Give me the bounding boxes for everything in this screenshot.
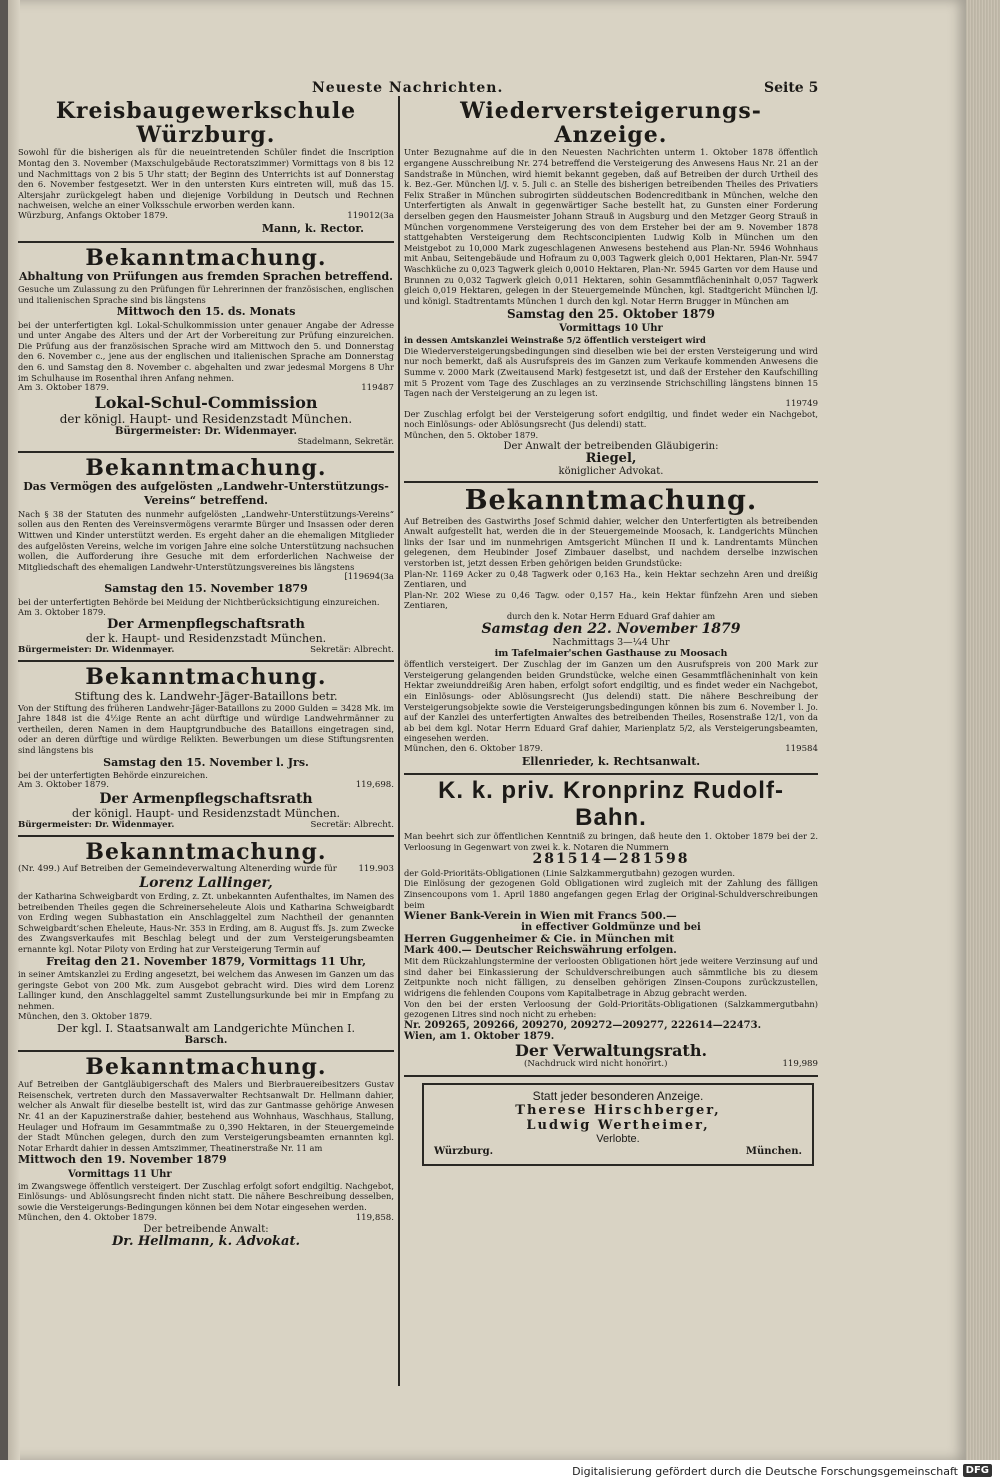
notice-title: Bekanntmachung. [85,244,327,271]
notice-number: 119749 [785,398,818,409]
notice-number: [119694(3a [344,572,394,583]
notice-number: 119584 [785,743,818,754]
left-column [18,96,394,1253]
notice-text-5: Von den bei der ersten Verloosung der Gold-Prioritäts-Obligationen (Salzkammergutbahn) gezogenen Litres sind noch nicht zu erheben: [404,998,818,1020]
notice-number: 119,989 [782,1059,818,1070]
notice-mayor: Bürgermeister: Dr. Widenmayer. [18,645,175,656]
notice-time: Vormittags 10 Uhr [559,323,663,335]
notice-text-3: Die Einlösung der gezogenen Gold Obligationen wird zugleich mit der Zahlung des fälligen Zinsencoupons vom 1. April 1880 angefangen gegen Erlag der Original-Schuldverschreibungen beim [404,878,818,910]
notice-time: Vormittags 11 Uhr [68,1168,172,1180]
kreisbau-date: Würzburg, Anfangs Oktober 1879. [18,211,168,222]
notice-authority: Der Armenpflegschaftsrath [107,616,305,632]
notice-drawn-numbers: 281514—281598 [532,851,690,868]
notice-title: K. k. priv. Kronprinz Rudolf-Bahn. [438,777,784,831]
notice-date: Am 3. Oktober 1879. [18,607,106,618]
notice-signature: Ellenrieder, k. Rechtsanwalt. [521,755,701,769]
notice-plan-2: Plan-Nr. 202 Wiese zu 0,46 Tagw. oder 0,157 Ha., kein Hektar fünfzehn Aren und sieben Zentiaren, [404,589,818,611]
notice-text-2: in seiner Amtskanzlei zu Erding angesetzt, bei welchem das Anwesen im Ganzen um das geringste Gebot von 200 Mk. zum Ausgebot gebracht wird. Dies wird dem Lorenz Lallinger kund, den Anschlaggeltel sammt Zustellungsurkunde bei mir in Empfang zu nehmen. [18,968,394,1011]
notice-authority: Der kgl. I. Staatsanwalt am Landgerichte München I. [57,1021,355,1035]
notice-person-name: Lorenz Lallinger, [139,874,273,891]
engagement-name-2: Ludwig Wertheimer, [526,1117,710,1133]
notice-deadline: Freitag den 21. November 1879, Vormittags 11 Uhr, [46,954,366,968]
notice-text: Man beehrt sich zur öffentlichen Kenntniß zu bringen, daß heute den 1. Oktober 1879 bei der 2. Verloosung in Gegenwart von zwei k. k. Notaren die Nummern [404,831,818,852]
book-page-edges [966,0,1000,1460]
engagement-place-1: Würzburg. [434,1145,494,1157]
notice-number: 119.903 [358,864,394,875]
notice-lallinger [18,837,394,1052]
notice-date: Wien, am 1. Oktober 1879. [404,1030,555,1042]
notice-text-2: Die Wiederversteigerungsbedingungen sind dieselben wie bei der ersten Versteigerung und wird nur noch bemerkt, daß als Ausrufspreis des im Ganzen zum Verkaufe kommenden Anwesens die Summe v. 2000 Mark (Zweitausend Mark) festgesetzt ist, und daß der Ersteher den Kaufschilling mit 5 Prozent vom Tage des Zuschlages an zu verzinsende Strichschilling längstens binnen 15 Tagen nach der Versteigerung an zu legen ist. [404,345,818,399]
notice-date: München, den 6. Oktober 1879. [404,743,543,754]
notice-date: Am 3. Oktober 1879. [18,780,109,791]
notice-secretary: Stadelmann, Sekretär. [297,436,394,447]
notice-place: in dessen Amtskanzlei Weinstraße 5/2 öffentlich versteigert wird [404,335,706,346]
notice-date: München, den 5. Oktober 1879. [404,429,539,440]
notice-reprint-note: (Nachdruck wird nicht honorirt.) [524,1059,668,1070]
notice-secretary: Sekretär: Albrecht. [310,645,394,656]
notice-plan-1: Plan-Nr. 1169 Acker zu 0,48 Tagwerk oder 0,163 Ha., kein Hektar sechzehn Aren und dreißig Zentiaren, und [404,568,818,590]
notice-number: 119,858. [355,1212,394,1223]
notice-title: Bekanntmachung. [85,454,327,481]
notice-number: 119487 [361,383,394,394]
right-column [404,96,818,1166]
notice-time: Nachmittags 3—¼4 Uhr [552,637,670,649]
notice-signature: Riegel, [585,450,637,466]
notice-authority: Der betreibende Anwalt: [143,1223,269,1235]
newspaper-header: Neueste Nachrichten. [312,80,504,96]
notice-subtitle: Abhaltung von Prüfungen aus fremden Sprachen betreffend. [18,269,393,283]
notice-text-3: Der Zuschlag erfolgt bei der Versteigerung sofort endgiltig, und findet weder ein Nachgebot, noch Einlösungs- oder Ablösungsrecht (Jus delendi) statt. [404,408,818,430]
notice-signature: Barsch. [184,1034,228,1046]
page-number: Seite 5 [764,80,819,96]
notice-text-4: Mit dem Rückzahlungstermine der verloosten Obligationen hört jede weitere Verzinsung auf und sind daher bei Einkassierung der Schuldverschreibungen auch sämmtliche bis zu diesem Zeitpunkte noch nicht fälligen, zu denselben gehörigen Zinsen-Coupons zurückzustellen, widrigens die fehlenden Coupons vom Kapitalbetrage in Abzug gebracht werden. [404,956,818,999]
wiederversteigerung-notice [404,96,818,483]
notice-text: Auf Betreiben des Gastwirths Josef Schmid dahier, welcher den Unterfertigten als betreibenden Anwalt aufgestellt hat, werden die in der Steuergemeinde Moosach, k. Landgerichts München links der Isar und im nunmehrigen Amtsgericht München II und k. Landrentamts München gelegenen, dem Heubinder Josef Zimbauer daselbst, und nachdem derselbe inzwischen verstorben ist, jetzt dessen Erben gehörigen beiden Grundstücke: [404,515,818,569]
notice-authority: Der Anwalt der betreibenden Gläubigerin: [503,440,719,452]
notice-date: München, den 4. Oktober 1879. [18,1212,157,1223]
notice-bank-munich: Herren Guggenheimer & Cie. in München mit [404,933,675,946]
notice-subtitle: Stiftung des k. Landwehr-Jäger-Bataillons betr. [74,689,338,703]
engagement-announcement [422,1083,814,1166]
notice-ref: (Nr. 499.) Auf Betreiben der Gemeindeverwaltung Altenerding wurde für [18,864,337,875]
notice-title: Bekanntmachung. [464,484,758,516]
kreisbau-signature: Mann, k. Rector. [261,222,364,236]
notice-deadline: Mittwoch den 19. November 1879 [18,1153,227,1167]
notice-deadline: Samstag den 25. Oktober 1879 [506,306,715,321]
notice-deadline: Samstag den 15. November l. Jrs. [103,755,309,769]
kreisbau-notice [18,96,394,243]
notice-authority: Der Verwaltungsrath. [514,1040,708,1060]
notice-jaeger-stiftung [18,662,394,837]
notice-title: Bekanntmachung. [85,839,327,866]
notice-text: Auf Betreiben der Gantgläubigerschaft des Malers und Bierbrauereibesitzers Gustav Reisenschek, vertreten durch den Massaverwalter Rechtsanwalt Dr. Hellmann dahier, welcher als Anwalt für dieselbe bestellt ist, wird das zur Gantmasse gehörige Anwesen Nr. 41 an der Kapuzinerstraße dahier, bestehend aus Wohnhaus, Waschhaus, Stallung, Heulager und Hofraum im Gesammtmaße zu 0,390 Hektaren, in der Steuergemeinde der Stadt München gelegen, durch den zum Versteigerungsbeamten ernannten kgl. Notar Erhardt dahier in dessen Amtszimmer, Theatinerstraße Nr. 11 am [18,1079,394,1153]
notice-authority-city: der königl. Haupt- und Residenzstadt München. [71,807,341,821]
notice-text: Unter Bezugnahme auf die in den Neuesten Nachrichten unterm 1. Oktober 1878 öffentlich ergangene Ausschreibung Nr. 274 betreffend die Versteigerung des Anwesens Haus Nr. 21 an der Sandstraße in München, wird hiemit bekannt gegeben, daß auf Betreiben der durch Urtheil des k. Bez.-Ger. München l/J. v. 5. Juli c. an Stelle des bisherigen betreibenden Theiles des Privatiers Felix Straßer in München subrogirten süddeutschen Bodencreditbank in München, welche den Unterfertigten als Anwalt in gegenwärtiger Sache bestellt hat, zu Gunsten einer Forderung derselben gegen den Hausmeister Johann Strauß in Augsburg und den Metzger Georg Strauß in München vorgenommene Versteigerung des von dem Ersteher bei der am 9. November 1878 stattgehabten Versteigerung dem Rechtsconcipienten Ludwig Kolb in München um den Meistgebot zu 10,000 Mark zugeschlagenen Anwesens bestehend aus Plan-Nr. 5946 Wohnhaus mit Anbau, Seitengebäude und Hofraum zu 0,003 Tagwerk gleich 0,001 Hektaren, Plan-Nr. 5947 Waschküche zu 0,023 Tagwerk gleich 0,0010 Hektaren, Plan-Nr. 5945 Garten vor dem Hause und Brunnen zu 0,032 Tagwerk gleich 0,011 Hektaren, sohin Gesammtflächeninhalt 0,057 Tagwerk gleich 0,019 Hektaren, gelegen in der Steuergemeinde München, kgl. Stadtgericht München l/J. und königl. Stadtrentamts München 1 durch den kgl. Notar Herrn Brugger in München am [404,147,818,306]
digitization-footer [0,1460,1000,1484]
dfg-logo: DFG [963,1464,992,1477]
notice-deadline: Samstag den 22. November 1879 [481,620,741,637]
notice-text-2: im Zwangswege öffentlich versteigert. Der Zuschlag erfolgt sofort endgiltig. Nachgebot, Einlösungs- und Ablösungsrecht finden nicht statt. Die nähere Beschreibung desselben, sowie die Versteigerungs-Bedingungen können bei dem Notar eingesehen werden. [18,1180,394,1212]
notice-bank-vienna: Wiener Bank-Verein in Wien mit Francs 500.— [404,910,677,923]
notice-open-numbers: Nr. 209265, 209266, 209270, 209272—209277, 222614—22473. [404,1019,762,1031]
kreisbau-text: Sowohl für die bisherigen als für die neueintretenden Schüler findet die Inscription Montag den 3. November (Maxschulgebäude Rectoratszimmer) Vormittags von 8 bis 12 und Nachmittags von 2 bis 5 Uhr statt; der Beginn des Unterrichts ist auf Donnerstag den 6. November festgesetzt. Wer in den untersten Kurs eintreten will, muß das 15. Altersjahr zurückgelegt haben und diejenige Vorbildung in Deutsch und Rechnen nachweisen, welche an einer Volksschule erworben werden kann. [18,147,394,211]
notice-reisenschek [18,1052,394,1253]
notice-mayor: Bürgermeister: Dr. Widenmayer. [115,425,297,437]
notice-landwehr-verein [18,453,394,662]
notice-text-2: bei der unterfertigten kgl. Lokal-Schulkommission unter genauer Angabe der Adresse und unter Angabe des Alters und der Art der Vorbereitung zur Prüfung einzureichen. Die Prüfung aus der französischen Sprache wird am Mittwoch den 5. und Donnerstag den 6. November c., jene aus der englischen und italienischen Sprache am Donnerstag den 6. und Samstag den 8. November c. abgehalten und zwar jedesmal Morgens 8 Uhr im Schulhause im Rosenthal ihren Anfang nehmen. [18,319,394,383]
engagement-status: Verlobte. [596,1132,640,1145]
notice-date: Am 3. Oktober 1879. [18,383,109,394]
zimbauer-notice [404,483,818,776]
notice-place: im Tafelmaier'schen Gasthause zu Moosach [494,648,728,660]
notice-notar: durch den k. Notar Herrn Eduard Graf dahier am [506,611,716,622]
notice-deadline: Mittwoch den 15. ds. Monats [116,305,296,319]
notice-authority: Lokal-Schul-Commission [94,393,318,413]
notice-text-2: öffentlich versteigert. Der Zuschlag der im Ganzen um den Ausrufspreis von 200 Mark zur Versteigerung gelangenden beiden Grundstücke, welche einen Gesammtflächeninhalt von kein Hektar zweiunddreißig Aren haben, erfolgt sofort endgiltig, und es findet weder ein Nachgebot, ein Einlösungs- oder Ablösungsrecht (Jus delendi) statt. Die nähere Beschreibung der Versteigerungsobjekte sowie die Versteigerungsbedingungen können bis zum 6. November l. Jo. auf der Kanzlei des unterfertigten Anwaltes des betreibenden Theiles, Rosenstraße 12/1, von da ab bei dem kgl. Notar Herrn Eduard Graf dahier, Marienplatz 5/2, als Versteigerungsbeamten, eingesehen werden. [404,659,818,744]
kreisbau-number: 119012(3a [347,211,394,222]
notice-bank-munich-note: Mark 400.— Deutscher Reichswährung erfolgen. [404,945,677,957]
notice-title: Bekanntmachung. [85,664,327,691]
notice-text: Gesuche um Zulassung zu den Prüfungen für Lehrerinnen der französischen, englischen und italienischen Sprache sind bis längstens [18,283,394,305]
notice-signature-title: königlicher Advokat. [558,465,664,477]
notice-date: München, den 3. Oktober 1879. [18,1011,153,1022]
kronprinz-rudolf-bahn-notice [404,775,818,1076]
notice-title: Wiederversteigerungs-Anzeige. [460,98,762,149]
engagement-intro: Statt jeder besonderen Anzeige. [532,1088,704,1103]
notice-signature: Dr. Hellmann, k. Advokat. [112,1233,300,1249]
notice-authority-city: der k. Haupt- und Residenzstadt München. [85,632,327,646]
notice-text: Von der Stiftung des früheren Landwehr-Jäger-Bataillons zu 2000 Gulden = 3428 Mk. im Jahre 1848 ist die 4½ige Rente an acht dürftige und würdige Landwehrmänner zu vertheilen, deren Namen in dem Hauptgrundbuche des Bataillons eingetragen sind, oder an deren dürftige und würdige Relikten. Bewerbungen um diese Stiftungsrenten sind längstens bis [18,702,394,755]
notice-text: der Katharina Schweigbardt von Erding, z. Zt. unbekannten Aufenthaltes, im Namen des betreibenden Theiles gegen die Schreinerseheleute Alois und Katharina Schweigbardt von Erding wegen Subhastation ein Anschlaggeltel zum Nachtheil der genannten Schweigbardt’schen Eheleute, Haus-Nr. 353 in Erding, am 8. August ffs. Js. zum Zwecke des Zwangsverkaufes mit Beschlag belegt und der zum Versteigerungsbeamten ernannte kgl. Notar Piloty von Erding hat zur Versteigerung Termin auf [18,890,394,955]
notice-number: 119,698. [355,780,394,791]
engagement-place-2: München. [745,1145,802,1157]
notice-authority: Der Armenpflegschaftsrath [99,790,313,807]
footer-text: Digitalisierung gefördert durch die Deutsche Forschungsgemeinschaft [572,1465,958,1478]
notice-authority-city: der königl. Haupt- und Residenzstadt München. [59,411,353,426]
notice-title: Bekanntmachung. [85,1053,327,1080]
notice-text-2: bei der unterfertigten Behörde bei Meidung der Nichtberücksichtigung einzureichen. [18,596,380,607]
notice-mayor: Bürgermeister: Dr. Widenmayer. [18,820,175,831]
column-divider [398,96,400,1386]
notice-bank-vienna-note: in effectiver Goldmünze und bei [521,922,701,934]
notice-secretary: Secretär: Albrecht. [310,820,394,831]
notice-text-2: der Gold-Prioritäts-Obligationen (Linie Salzkammergutbahn) gezogen wurden. [404,867,736,878]
notice-text-2: bei der unterfertigten Behörde einzureichen. [18,769,208,780]
kreisbau-title: Kreisbaugewerkschule Würzburg. [55,98,357,149]
notice-text: Nach § 38 der Statuten des nunmehr aufgelösten „Landwehr-Unterstützungs-Vereins“ sollen aus den Renten des Vereinsvermögens verarmte Bürger und Insassen oder deren Wittwen und Kinder unterstützt werden. Es ergeht daher an die ehemaligen Mitglieder des aufgelösten Vereins, welche im vorigen Jahre eine solche Unterstützung nachsuchen wollen, die Aufforderung ihre Gesuche mit dem erforderlichen Nachweise der Mitgliedschaft des ehemaligen Landwehr-Unterstützungsvereines bis längstens [18,508,394,572]
notice-language-exams [18,243,394,453]
notice-subtitle: Das Vermögen des aufgelösten „Landwehr-Unterstützungs-Vereins“ betreffend. [23,480,389,508]
engagement-name-1: Therese Hirschberger, [515,1102,721,1118]
notice-deadline: Samstag den 15. November 1879 [104,582,308,596]
